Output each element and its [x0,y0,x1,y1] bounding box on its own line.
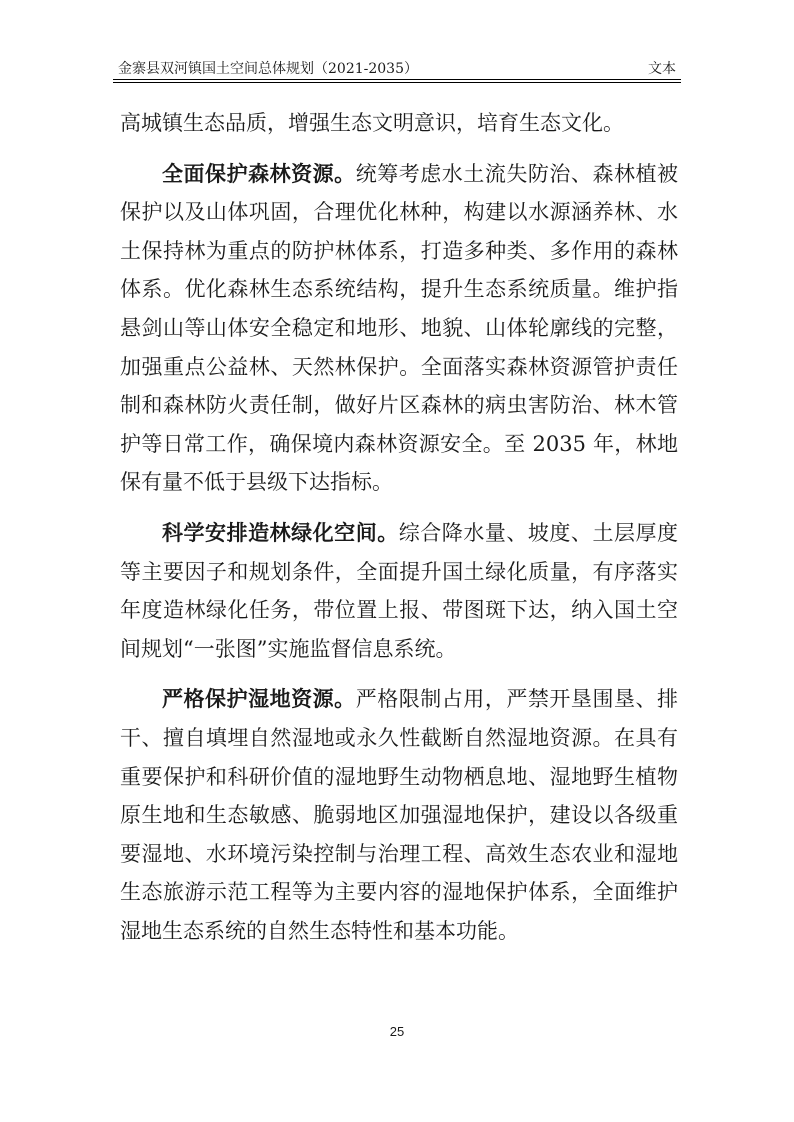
paragraph-forest [120,155,678,502]
paragraph-text: 综合降水量、坡度、土层厚度等主要因子和规划条件，全面提升国土绿化质量，有序落实年度造林绿化任务，带位置上报、带图斑下达，纳入国土空间规划“一张图”实施监督信息系统。 [120,520,679,661]
page-number: 25 [389,1024,405,1039]
paragraph-text: 严格限制占用，严禁开垦围垦、排干、擅自填埋自然湿地或永久性截断自然湿地资源。在具有重要保护和科研价值的湿地野生动物栖息地、湿地野生植物原生地和生态敏感、脆弱地区加强湿地保护，建设以各级重要湿地、水环境污染控制与治理工程、高效生态农业和湿地生态旅游示范工程等为主要内容的湿地保护体系，全面维护湿地生态系统的自然生态特性和基本功能。 [120,687,679,943]
paragraph-lead: 严格保护湿地资源。 [162,686,356,712]
document-title: 金寨县双河镇国土空间总体规划（2021-2035） [118,61,418,77]
paragraph-wetland [120,680,678,950]
paragraph-continuation: 高城镇生态品质，增强生态文明意识，培育生态文化。 [120,111,624,135]
header-rule [113,79,681,80]
header-rule-double [113,82,681,83]
paragraph-lead: 科学安排造林绿化空间。 [162,519,399,545]
section-label: 文本 [648,61,676,77]
paragraph-lead: 全面保护森林资源。 [162,160,356,186]
paragraph-afforestation [120,514,678,668]
paragraph-text: 统筹考虑水土流失防治、森林植被保护以及山体巩固，合理优化林种，构建以水源涵养林、水土保持林为重点的防护林体系，打造多种类、多作用的森林体系。优化森林生态系统结构，提升生态系统质量。维护指悬剑山等山体安全稳定和地形、地貌、山体轮廓线的完整，加强重点公益林、天然林保护。全面落实森林资源管护责任制和森林防火责任制，做好片区森林的病虫害防治、林木管护等日常工作，确保境内森林资源安全。至 2035 年，林地保有量不低于县级下达指标。 [120,161,679,495]
document-body [120,104,678,962]
running-header [118,56,676,78]
